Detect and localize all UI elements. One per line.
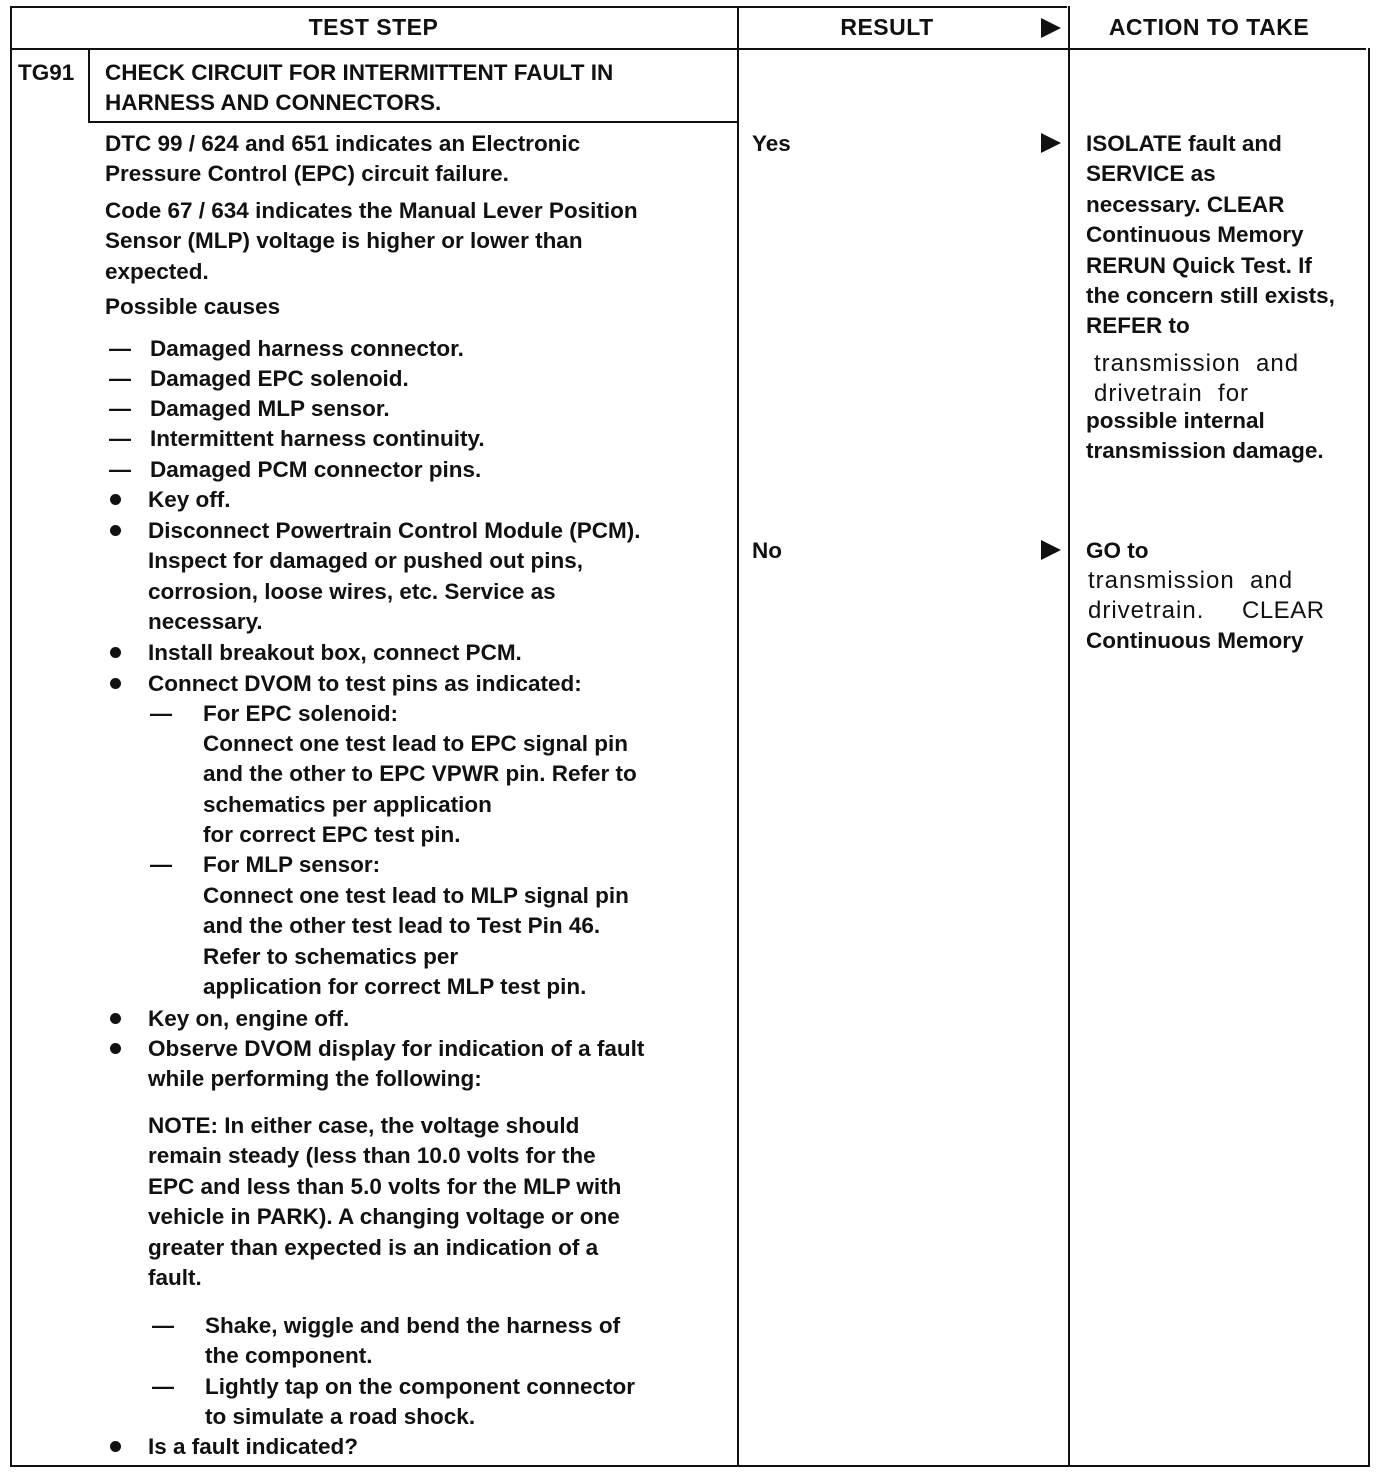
action-no-ref1: transmission and bbox=[1088, 567, 1294, 594]
bullet-icon bbox=[110, 647, 121, 658]
bullet-icon bbox=[110, 1441, 121, 1452]
dash-icon: — bbox=[152, 1313, 174, 1338]
yes-arrow-icon bbox=[1041, 133, 1061, 153]
no-arrow-icon bbox=[1041, 540, 1061, 560]
epc-line: and the other to EPC VPWR pin. Refer to bbox=[203, 761, 637, 787]
action-ref-line: transmission and bbox=[1094, 350, 1300, 377]
action-line: necessary. CLEAR bbox=[1086, 191, 1285, 217]
shake-instruction bbox=[205, 1311, 620, 1372]
action-yes-top bbox=[1086, 129, 1335, 342]
header-result: RESULT bbox=[840, 14, 934, 40]
mlp-instructions bbox=[203, 881, 629, 1003]
shake-line: the component. bbox=[205, 1343, 373, 1369]
epc-line: for correct EPC test pin. bbox=[203, 822, 461, 848]
action-no-ref2: drivetrain. bbox=[1088, 597, 1205, 624]
action-column-divider bbox=[1068, 6, 1070, 1466]
step-key-off: Key off. bbox=[148, 487, 231, 512]
possible-causes-label: Possible causes bbox=[105, 294, 281, 319]
cause-item: Damaged PCM connector pins. bbox=[150, 457, 482, 482]
step-title-line: CHECK CIRCUIT FOR INTERMITTENT FAULT IN bbox=[105, 60, 614, 85]
step-line: Disconnect Powertrain Control Module (PCM). bbox=[148, 518, 641, 543]
mlp-line: Connect one test lead to MLP signal pin bbox=[203, 883, 629, 908]
action-line: RERUN Quick Test. If bbox=[1086, 252, 1312, 278]
table-bottom-border bbox=[10, 1465, 1370, 1467]
header-action: ACTION TO TAKE bbox=[1108, 14, 1310, 40]
note-line: NOTE: In either case, the voltage should bbox=[148, 1113, 580, 1138]
header-divider bbox=[10, 48, 1366, 50]
dash-icon: — bbox=[152, 1374, 174, 1399]
epc-heading: For EPC solenoid: bbox=[203, 701, 399, 726]
tap-line: Lightly tap on the component connector bbox=[205, 1374, 635, 1399]
action-line: the concern still exists, bbox=[1086, 283, 1335, 309]
dash-icon: — bbox=[109, 426, 131, 451]
epc-line: Connect one test lead to EPC signal pin bbox=[203, 731, 629, 756]
bullet-icon bbox=[110, 525, 121, 536]
intro-line: Code 67 / 634 indicates the Manual Lever Position bbox=[105, 198, 638, 223]
step-line: Inspect for damaged or pushed out pins, bbox=[148, 548, 584, 574]
bullet-icon bbox=[110, 1013, 121, 1024]
step-key-on: Key on, engine off. bbox=[148, 1006, 350, 1031]
dash-icon: — bbox=[150, 852, 172, 877]
mlp-line: and the other test lead to Test Pin 46. bbox=[203, 913, 601, 939]
intro-dtc bbox=[105, 129, 580, 190]
dash-icon: — bbox=[109, 457, 131, 482]
dash-icon: — bbox=[150, 701, 172, 726]
result-yes: Yes bbox=[752, 131, 791, 156]
note-line: EPC and less than 5.0 volts for the MLP with bbox=[148, 1173, 622, 1199]
bullet-icon bbox=[110, 1043, 121, 1054]
action-yes-reference bbox=[1094, 349, 1299, 410]
step-id-divider bbox=[88, 48, 90, 122]
mlp-line: Refer to schematics per bbox=[203, 943, 459, 969]
header-arrow-icon bbox=[1041, 18, 1061, 38]
note-line: greater than expected is an indication of a bbox=[148, 1234, 599, 1260]
dash-icon: — bbox=[109, 336, 131, 361]
table-right-border bbox=[1368, 48, 1370, 1466]
step-title-line: HARNESS AND CONNECTORS. bbox=[105, 90, 442, 116]
step-line: Observe DVOM display for indication of a fault bbox=[148, 1036, 645, 1061]
dash-icon: — bbox=[109, 366, 131, 391]
header-test-step: TEST STEP bbox=[308, 14, 439, 40]
cause-item: Damaged EPC solenoid. bbox=[150, 366, 409, 391]
action-line: REFER to bbox=[1086, 313, 1190, 339]
action-yes-bottom bbox=[1086, 406, 1324, 467]
step-breakout-box: Install breakout box, connect PCM. bbox=[148, 640, 522, 665]
fault-question: Is a fault indicated? bbox=[148, 1434, 359, 1459]
step-id: TG91 bbox=[18, 60, 75, 85]
bullet-icon bbox=[110, 678, 121, 689]
table-left-border bbox=[10, 6, 12, 1466]
action-line: possible internal bbox=[1086, 408, 1265, 433]
result-column-divider bbox=[737, 6, 739, 1466]
epc-line: schematics per application bbox=[203, 791, 492, 817]
action-ref-line: drivetrain for bbox=[1094, 380, 1250, 408]
note-line: remain steady (less than 10.0 volts for the bbox=[148, 1143, 596, 1169]
note-block bbox=[148, 1111, 621, 1293]
intro-line: Pressure Control (EPC) circuit failure. bbox=[105, 161, 509, 187]
result-no: No bbox=[752, 538, 782, 563]
intro-line: Sensor (MLP) voltage is higher or lower than bbox=[105, 228, 583, 254]
action-line: Continuous Memory bbox=[1086, 222, 1304, 248]
step-line: necessary. bbox=[148, 609, 263, 635]
tap-instruction bbox=[205, 1372, 635, 1433]
action-line: ISOLATE fault and bbox=[1086, 131, 1282, 156]
intro-line: expected. bbox=[105, 258, 209, 284]
step-observe-dvom bbox=[148, 1034, 644, 1095]
bullet-icon bbox=[110, 494, 121, 505]
mlp-line: application for correct MLP test pin. bbox=[203, 974, 587, 1000]
note-line: fault. bbox=[148, 1265, 202, 1291]
step-connect-dvom: Connect DVOM to test pins as indicated: bbox=[148, 671, 582, 696]
intro-line: DTC 99 / 624 and 651 indicates an Electronic bbox=[105, 131, 581, 156]
cause-item: Intermittent harness continuity. bbox=[150, 426, 485, 451]
tap-line: to simulate a road shock. bbox=[205, 1404, 476, 1430]
note-line: vehicle in PARK). A changing voltage or one bbox=[148, 1204, 620, 1230]
step-line: while performing the following: bbox=[148, 1066, 482, 1092]
mlp-heading: For MLP sensor: bbox=[203, 852, 381, 877]
step-title bbox=[105, 58, 613, 119]
action-line: transmission damage. bbox=[1086, 438, 1324, 464]
shake-line: Shake, wiggle and bend the harness of bbox=[205, 1313, 621, 1338]
action-no-bottom: Continuous Memory bbox=[1086, 628, 1304, 653]
table-top-border bbox=[10, 6, 1067, 8]
action-no-clear: CLEAR bbox=[1242, 597, 1325, 624]
epc-instructions bbox=[203, 729, 637, 851]
step-line: corrosion, loose wires, etc. Service as bbox=[148, 578, 556, 604]
step-title-divider bbox=[88, 121, 738, 123]
dash-icon: — bbox=[109, 396, 131, 421]
cause-item: Damaged harness connector. bbox=[150, 336, 464, 361]
step-disconnect-pcm bbox=[148, 516, 641, 638]
cause-item: Damaged MLP sensor. bbox=[150, 396, 390, 421]
intro-code bbox=[105, 196, 638, 287]
action-no-go: GO to bbox=[1086, 538, 1149, 563]
action-line: SERVICE as bbox=[1086, 161, 1216, 187]
